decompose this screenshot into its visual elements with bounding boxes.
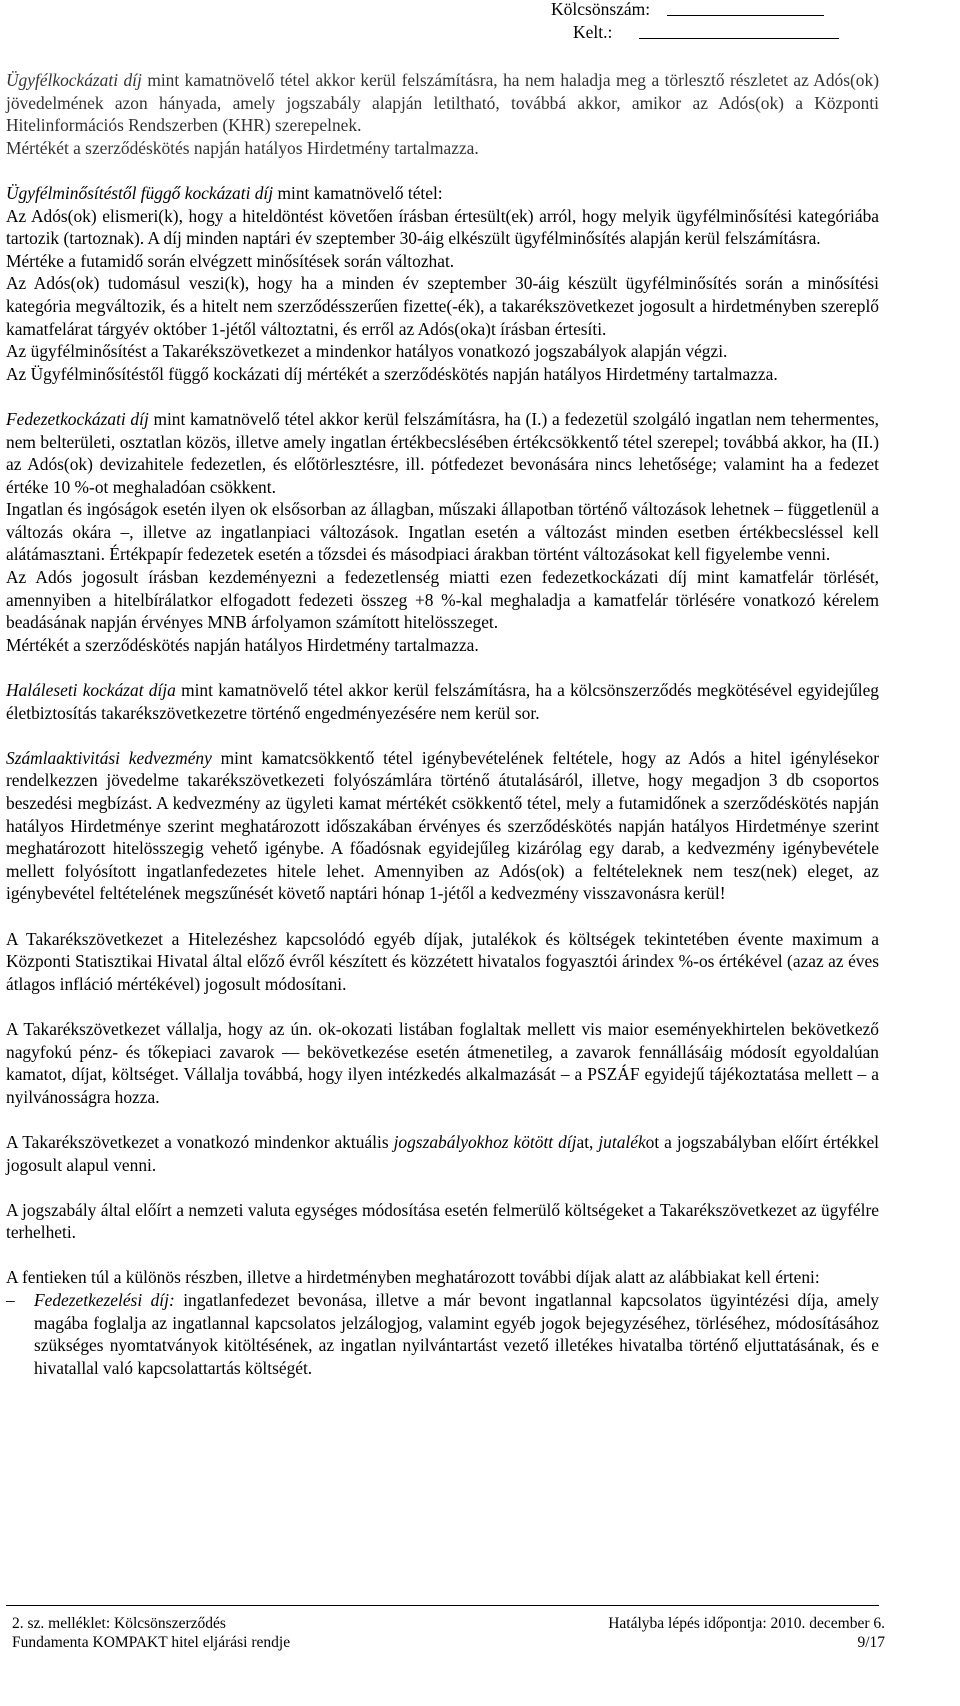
minosit-paragraph-4: Az ügyfélminősítést a Takarékszövetkezet a mindenkor hatályos vonatkozó jogszabályok alapján végzi. bbox=[6, 341, 728, 362]
minosit-paragraph-1: Az Adós(ok) elismeri(k), hogy a hiteldöntést követően írásban értesült(ek) arról, hogy melyik ügyfélminősítési kategóriába tartozik (tartoznak). A díj minden naptári év szeptember 30-áig elkészült ügyfélminősítés alapján kerül felszámításra. bbox=[6, 205, 879, 249]
takarek-p3-italic-2: jutalék bbox=[598, 1131, 646, 1152]
footer-title: Fundamenta KOMPAKT hitel eljárási rendje bbox=[12, 1634, 291, 1651]
minosit-paragraph-3: Az Adós(ok) tudomásul veszi(k), hogy ha a minden év szeptember 30-áig készült ügyfélminősítés során a minősítési kategória megváltozik, és a hitelt nem szerződésszerűen fizette(-ék), a takarékszövetkezet jogosult a hirdetményben szereplő kamatfelárat tárgyév október 1-jétől változtatni, és erről az Adós(oka)t írásban értesíti. bbox=[6, 273, 879, 339]
ugyfel-text: mint kamatnövelő tétel akkor kerül felszámításra, ha nem haladja meg a törlesztő részletet az Adós(ok) jövedelmének azon hányada, amely jogszabály alapján letiltható, továbbá akkor, amikor az Adós(ok) a Központi Hitelinformációs Rendszerben (KHR) szerepelnek. bbox=[6, 70, 879, 136]
dash-bullet: – bbox=[6, 1290, 15, 1311]
footer-effective-date: Hatályba lépés időpontja: 2010. december 6. bbox=[608, 1615, 885, 1632]
dash-term: Fedezetkezelési díj: bbox=[34, 1290, 175, 1311]
fedezet-paragraph-2: Ingatlan és ingóságok esetén ilyen ok elsősorban az állagban, műszaki állapotban történő változások lehetnek – függetlenül a változás okára –, illetve az ingatlanpiaci változások. Ingatlan esetén a változást minden esetben értékbecsléssel kell alátámasztani. Értékpapír fedezetek esetén a tőzsdei és másodpiaci árakban történt változásokat kell figyelembe venni. bbox=[6, 499, 879, 565]
szamla-text: mint kamatcsökkentő tétel igénybevételének feltétele, hogy az Adós a hitel igénylésekor rendelkezzen jövedelme takarékszövetkezeti folyószámlára történő átutalásáról, illetve, hogy megadjon 3 db csoportos beszedési megbízást. A kedvezmény az ügyleti kamat mértékét csökkentő tétel, mely a futamidőnek a szerződéskötés napján hatályos Hirdetménye szerint meghatározott időszakában érvényes és szerződéskötés napján hatályos Hirdetménye szerint meghatározott hitelösszegig vehető igénybe. A főadósnak egyidejűleg kizárólag egy darab, a kedvezmény igénybevétele mellett folyósított ingatlanfedezetes hitele lehet. Amennyiben az Adós(ok) a feltételeknek nem tesz(nek) eleget, az igénybevétel feltételének megszűnését követő naptári hónap 1-jétől a kedvezmény visszavonásra kerül! bbox=[6, 747, 879, 904]
fedezet-paragraph-4: Mértékét a szerződéskötés napján hatályos Hirdetmény tartalmazza. bbox=[6, 634, 479, 655]
halal-term: Haláleseti kockázat díja bbox=[6, 680, 176, 701]
takarek-paragraph-3 bbox=[6, 1131, 879, 1176]
date-row bbox=[551, 21, 839, 44]
halal-text: mint kamatnövelő tétel akkor kerül felszámításra, ha a kölcsönszerződés megkötésével egyidejűleg életbiztosítás takarékszövetkezetre történő engedményezésére nem kerül sor. bbox=[6, 680, 879, 723]
footer-row-1 bbox=[12, 1614, 885, 1633]
minosit-paragraph-5: Az Ügyfélminősítéstől függő kockázati díj mértékét a szerződéskötés napján hatályos Hirdetmény tartalmazza. bbox=[6, 363, 778, 384]
date-label: Kelt.: bbox=[573, 22, 613, 42]
dash-list-text bbox=[34, 1289, 879, 1379]
takarek-p3-text-c: ot a jogszabályban előírt értékkel jogosult alapul venni. bbox=[6, 1131, 879, 1175]
minosit-term: Ügyfélminősítéstől függő kockázati díj bbox=[6, 182, 274, 203]
halal-paragraph bbox=[6, 679, 879, 724]
document-header bbox=[551, 0, 839, 44]
fedezet-text: mint kamatnövelő tétel akkor kerül felszámításra, ha (I.) a fedezetül szolgáló ingatlan nem tehermentes, nem belterületi, osztatlan közös, illetve amely ingatlan értékbecslésében értékcsökkentő tétel szerepel; továbbá akkor, ha (II.) az Adós(ok) devizahitele fedezetlen, és előtörlesztésre, ill. pótfedezet bevonására nincs lehetősége; valamint ha a fedezet értéke 10 %-ot meghaladóan csökkent. bbox=[6, 408, 879, 497]
takarek-p3-text-a: A Takarékszövetkezet a vonatkozó mindenkor aktuális bbox=[6, 1131, 394, 1152]
footer bbox=[12, 1614, 885, 1652]
footer-rule bbox=[6, 1605, 879, 1606]
ugyfel-term: Ügyfélkockázati díj bbox=[6, 70, 142, 90]
dash-list-item bbox=[6, 1289, 879, 1379]
date-blank bbox=[639, 21, 839, 39]
minosit-paragraph-2: Mértéke a futamidő során elvégzett minősítések során változhat. bbox=[6, 250, 455, 271]
takarek-paragraph-2: A Takarékszövetkezet vállalja, hogy az ún. ok-okozati listában foglaltak mellett vis maior eseményekhirtelen bekövetkező nagyfokú pénz- és tőkepiaci zavarok — bekövetkezése esetén átmenetileg, a zavarok fennállásáig módosít egyoldalúan kamatot, díjat, költséget. Vállalja továbbá, hogy ilyen intézkedés alkalmazását – a PSZÁF egyidejű tájékoztatása mellett – a nyilvánosságra hozza. bbox=[6, 1018, 879, 1107]
loan-number-row bbox=[551, 0, 839, 21]
fedezet-paragraph-3: Az Adós jogosult írásban kezdeményezni a fedezetlenség miatti ezen fedezetkockázati díj mint kamatfelár törlését, amennyiben a hitelbírálatkor elfogadott fedezeti összeg +8 %-kal meghaladja a kamatfelár törlésére vonatkozó kérelem beadásának napján érvényes MNB árfolyamon számított hitelösszeget. bbox=[6, 567, 879, 633]
fedezet-paragraph bbox=[6, 408, 879, 498]
takarek-paragraph-5: A fentieken túl a különös részben, illetve a hirdetményben meghatározott további díjak alatt az alábbiakat kell érteni: bbox=[6, 1267, 820, 1288]
minosit-heading bbox=[6, 182, 879, 205]
minosit-text: mint kamatnövelő tétel: bbox=[273, 182, 443, 203]
footer-annex: 2. sz. melléklet: Kölcsönszerződés bbox=[12, 1615, 226, 1632]
footer-page-number: 9/17 bbox=[857, 1634, 885, 1651]
takarek-p3-text-b: at, bbox=[576, 1131, 599, 1152]
loan-number-label: Kölcsönszám: bbox=[551, 0, 651, 19]
loan-number-blank bbox=[667, 0, 824, 16]
takarek-paragraph-4: A jogszabály által előírt a nemzeti valuta egységes módosítása esetén felmerülő költségeket a Takarékszövetkezet az ügyfélre terhelheti. bbox=[6, 1199, 879, 1243]
fedezet-term: Fedezetkockázati díj bbox=[6, 408, 149, 429]
ugyfel-paragraph-2: Mértékét a szerződéskötés napján hatályos Hirdetmény tartalmazza. bbox=[6, 137, 479, 158]
takarek-paragraph-1: A Takarékszövetkezet a Hitelezéshez kapcsolódó egyéb díjak, jutalékok és költségek tekintetében évente maximum a Központi Statisztikai Hivatal által előző évről készített és közzétett hivatalos fogyasztói árindex %-os értékével (azaz az éves átlagos infláció mértékével) jogosult módosítani. bbox=[6, 928, 879, 994]
szamla-term: Számlaaktivitási kedvezmény bbox=[6, 747, 212, 768]
takarek-p3-italic-1: jogszabályokhoz kötött díj bbox=[393, 1131, 577, 1152]
document-body bbox=[6, 69, 879, 1379]
szamla-paragraph bbox=[6, 747, 879, 905]
dash-text: ingatlanfedezet bevonása, illetve a már bevont ingatlannal kapcsolatos ügyintézési díja, amely magába foglalja az ingatlannal kapcsolatos jelzálogjog, valamint egyéb jogok bejegyzéséhez, törléséhez, módosításához szükséges nyomtatványok kitöltésének, az ingatlan nyilvántartást vezető illetékes hivatalba történő eljuttatásának, és e hivatallal való kapcsolattartás költségét. bbox=[34, 1290, 879, 1378]
ugyfel-paragraph bbox=[6, 69, 879, 137]
footer-row-2 bbox=[12, 1633, 885, 1652]
